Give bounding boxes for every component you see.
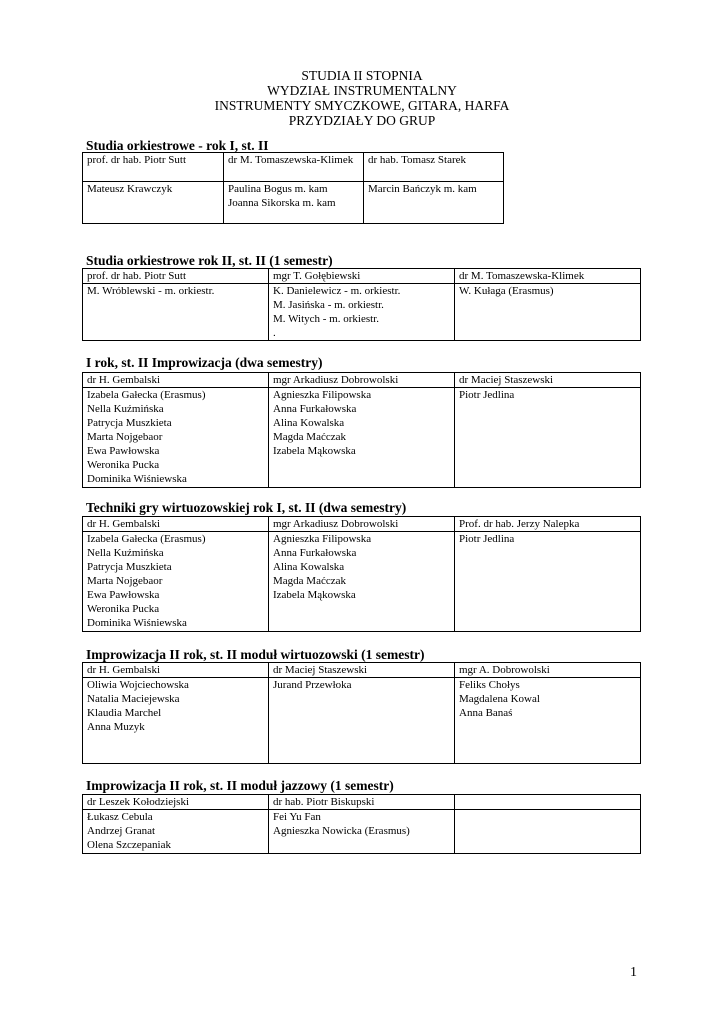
table-row bbox=[83, 810, 641, 854]
assignment-table-3 bbox=[82, 372, 641, 488]
table-header-row bbox=[83, 663, 641, 678]
student-list bbox=[83, 388, 269, 488]
teacher-cell: mgr A. Dobrowolski bbox=[455, 663, 641, 678]
student-list bbox=[269, 532, 455, 632]
section-title-2: Studia orkiestrowe rok II, st. II (1 semestr) bbox=[86, 253, 333, 268]
student-name: Marta Nojgebaor bbox=[87, 431, 163, 443]
teacher-cell: prof. dr hab. Piotr Sutt bbox=[83, 153, 224, 182]
student-name: Fei Yu Fan bbox=[273, 811, 321, 823]
teacher-cell: Prof. dr hab. Jerzy Nalepka bbox=[455, 517, 641, 532]
student-list bbox=[269, 388, 455, 488]
teacher-cell: prof. dr hab. Piotr Sutt bbox=[83, 269, 269, 284]
student-name: Andrzej Granat bbox=[87, 825, 156, 837]
table-header-row bbox=[83, 269, 641, 284]
assignment-table-5 bbox=[82, 662, 641, 764]
student-name: M. Witych - m. orkiestr. bbox=[273, 313, 379, 325]
teacher-cell: dr H. Gembalski bbox=[83, 663, 269, 678]
page-number: 1 bbox=[630, 965, 637, 980]
header-line-4: PRZYDZIAŁY DO GRUP bbox=[288, 113, 436, 128]
student-name: Natalia Maciejewska bbox=[87, 693, 180, 705]
teacher-cell: dr H. Gembalski bbox=[83, 517, 269, 532]
student-list bbox=[224, 182, 364, 224]
table-row bbox=[83, 388, 641, 488]
student-list bbox=[455, 532, 641, 632]
student-name: Izabela Mąkowska bbox=[273, 445, 356, 457]
student-name: Agnieszka Filipowska bbox=[273, 389, 372, 401]
student-list bbox=[455, 284, 641, 341]
header-line-1: STUDIA II STOPNIA bbox=[301, 68, 423, 83]
teacher-cell: dr hab. Piotr Biskupski bbox=[269, 795, 455, 810]
student-name: Marta Nojgebaor bbox=[87, 575, 163, 587]
student-list bbox=[455, 388, 641, 488]
table-row bbox=[83, 284, 641, 341]
teacher-cell: dr hab. Tomasz Starek bbox=[364, 153, 504, 182]
student-name: Patrycja Muszkieta bbox=[87, 561, 172, 573]
section-title-5: Improwizacja II rok, st. II moduł wirtuozowski (1 semestr) bbox=[86, 647, 425, 662]
student-name: Olena Szczepaniak bbox=[87, 839, 171, 851]
table-row bbox=[83, 678, 641, 764]
student-name: Alina Kowalska bbox=[273, 417, 345, 429]
student-name: Agnieszka Filipowska bbox=[273, 533, 372, 545]
student-name: Anna Banaś bbox=[459, 707, 513, 719]
teacher-cell: dr M. Tomaszewska-Klimek bbox=[224, 153, 364, 182]
section-title-1: Studia orkiestrowe - rok I, st. II bbox=[86, 138, 269, 153]
student-name: Magdalena Kowal bbox=[459, 693, 540, 705]
assignment-table-2 bbox=[82, 268, 641, 341]
assignment-table-6 bbox=[82, 794, 641, 854]
student-name: Jurand Przewłoka bbox=[273, 679, 352, 691]
table-row bbox=[83, 182, 504, 224]
student-name: Klaudia Marchel bbox=[87, 707, 162, 719]
section-title-4: Techniki gry wirtuozowskiej rok I, st. II (dwa semestry) bbox=[86, 500, 407, 515]
teacher-cell: dr Maciej Staszewski bbox=[269, 663, 455, 678]
student-list bbox=[455, 678, 641, 764]
table-header-row bbox=[83, 795, 641, 810]
student-list bbox=[83, 810, 269, 854]
student-name: Ewa Pawłowska bbox=[87, 445, 160, 457]
student-list bbox=[83, 284, 269, 341]
teacher-cell: dr M. Tomaszewska-Klimek bbox=[455, 269, 641, 284]
section-title-6: Improwizacja II rok, st. II moduł jazzowy (1 semestr) bbox=[86, 778, 394, 793]
teacher-cell bbox=[455, 795, 641, 810]
student-name: Łukasz Cebula bbox=[87, 811, 153, 823]
student-name: Mateusz Krawczyk bbox=[87, 183, 173, 195]
assignment-table-1 bbox=[82, 152, 504, 224]
student-name: Patrycja Muszkieta bbox=[87, 417, 172, 429]
teacher-cell: mgr Arkadiusz Dobrowolski bbox=[269, 373, 455, 388]
student-name: . bbox=[273, 327, 276, 339]
student-name: Agnieszka Nowicka (Erasmus) bbox=[273, 825, 410, 837]
table-row bbox=[83, 532, 641, 632]
student-list bbox=[455, 810, 641, 854]
header-line-2: WYDZIAŁ INSTRUMENTALNY bbox=[267, 83, 457, 98]
student-name: Magda Maćczak bbox=[273, 575, 346, 587]
student-list bbox=[364, 182, 504, 224]
student-name: Magda Maćczak bbox=[273, 431, 346, 443]
student-list bbox=[83, 678, 269, 764]
student-name: Piotr Jedlina bbox=[459, 389, 515, 401]
student-name: Paulina Bogus m. kam bbox=[228, 183, 328, 195]
student-name: W. Kułaga (Erasmus) bbox=[459, 285, 554, 297]
header-line-3: INSTRUMENTY SMYCZKOWE, GITARA, HARFA bbox=[214, 98, 510, 113]
table-header-row bbox=[83, 153, 504, 182]
student-name: Dominika Wiśniewska bbox=[87, 617, 187, 629]
teacher-cell: mgr Arkadiusz Dobrowolski bbox=[269, 517, 455, 532]
student-name: Izabela Mąkowska bbox=[273, 589, 356, 601]
table-header-row bbox=[83, 373, 641, 388]
student-name: Anna Furkałowska bbox=[273, 403, 357, 415]
table-header-row bbox=[83, 517, 641, 532]
student-name: Joanna Sikorska m. kam bbox=[228, 197, 336, 209]
teacher-cell: dr Leszek Kołodziejski bbox=[83, 795, 269, 810]
student-name: Ewa Pawłowska bbox=[87, 589, 160, 601]
student-name: M. Wróblewski - m. orkiestr. bbox=[87, 285, 215, 297]
student-name: K. Danielewicz - m. orkiestr. bbox=[273, 285, 401, 297]
student-name: Weronika Pucka bbox=[87, 459, 160, 471]
teacher-cell: dr Maciej Staszewski bbox=[455, 373, 641, 388]
assignment-table-4 bbox=[82, 516, 641, 632]
student-list bbox=[269, 810, 455, 854]
student-list bbox=[269, 284, 455, 341]
student-name: Nella Kuźmińska bbox=[87, 547, 164, 559]
student-name: Anna Muzyk bbox=[87, 721, 145, 733]
student-name: Weronika Pucka bbox=[87, 603, 160, 615]
student-list bbox=[269, 678, 455, 764]
student-name: Alina Kowalska bbox=[273, 561, 345, 573]
student-name: Piotr Jedlina bbox=[459, 533, 515, 545]
document-header bbox=[0, 68, 724, 128]
teacher-cell: mgr T. Gołębiewski bbox=[269, 269, 455, 284]
student-name: Marcin Bańczyk m. kam bbox=[368, 183, 477, 195]
student-name: Anna Furkałowska bbox=[273, 547, 357, 559]
student-list bbox=[83, 182, 224, 224]
student-list bbox=[83, 532, 269, 632]
student-name: M. Jasińska - m. orkiestr. bbox=[273, 299, 384, 311]
student-name: Oliwia Wojciechowska bbox=[87, 679, 189, 691]
student-name: Feliks Chołys bbox=[459, 679, 520, 691]
teacher-cell: dr H. Gembalski bbox=[83, 373, 269, 388]
student-name: Izabela Gałecka (Erasmus) bbox=[87, 533, 206, 545]
student-name: Nella Kuźmińska bbox=[87, 403, 164, 415]
student-name: Dominika Wiśniewska bbox=[87, 473, 187, 485]
student-name: Izabela Gałecka (Erasmus) bbox=[87, 389, 206, 401]
section-title-3: I rok, st. II Improwizacja (dwa semestry) bbox=[86, 355, 323, 370]
